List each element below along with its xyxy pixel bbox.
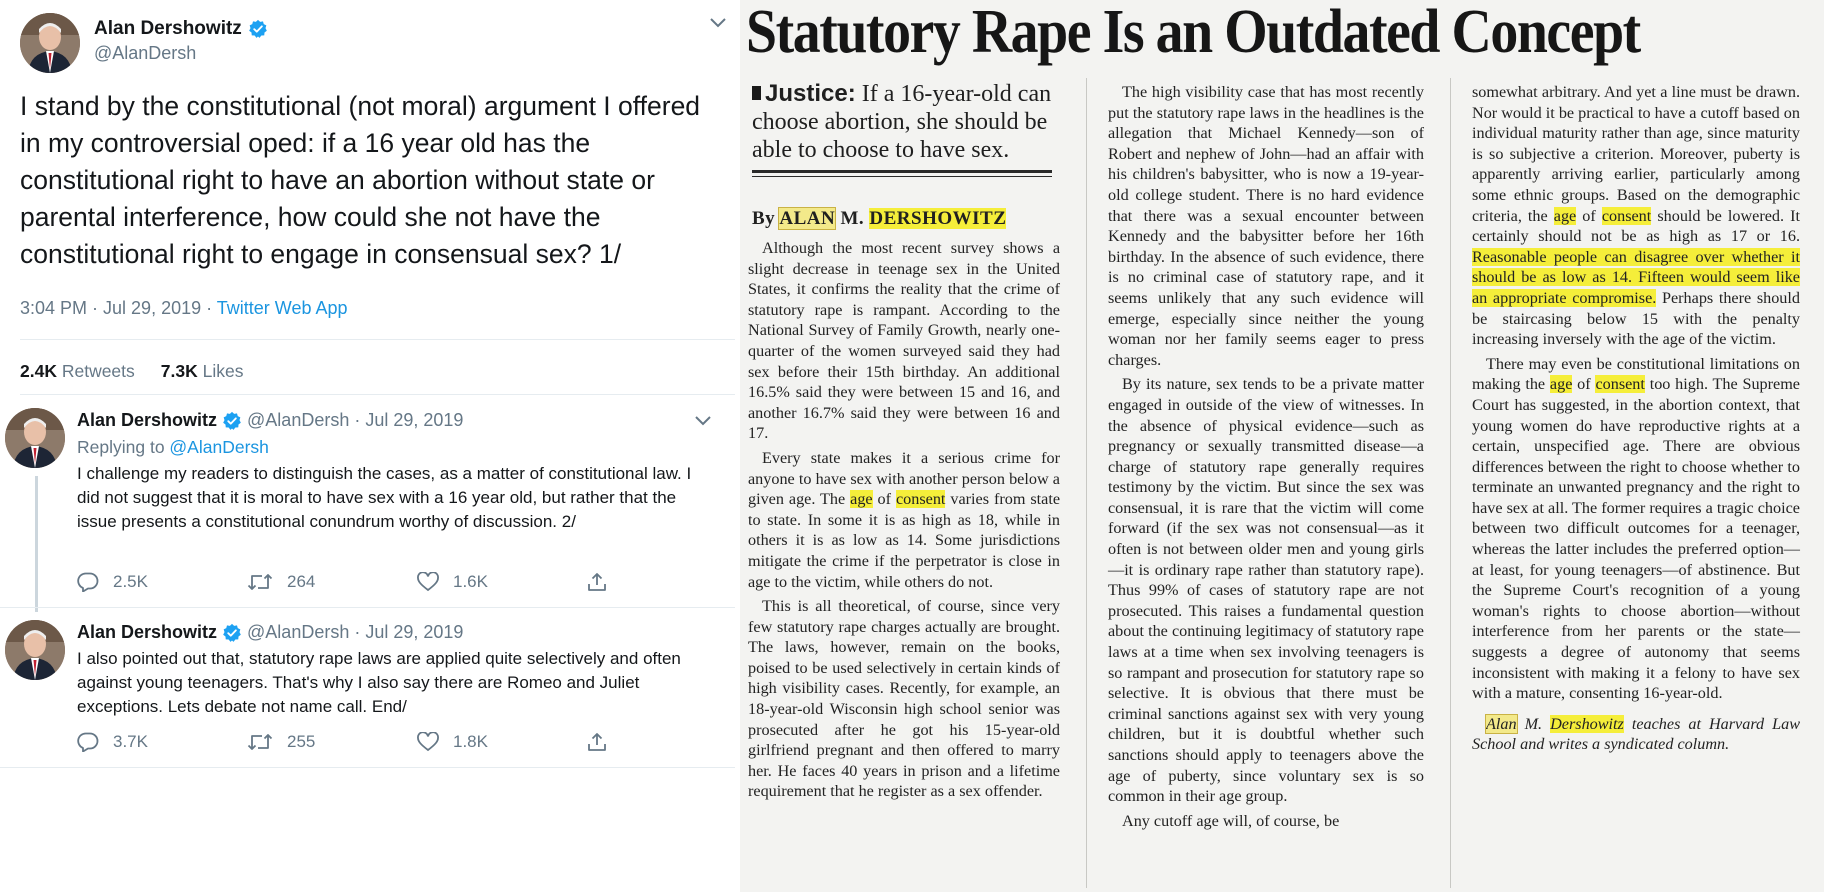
twitter-thread xyxy=(0,0,735,892)
paragraph: By its nature, sex tends to be a private matter engaged in outside of the view of witnesses. In the absence of physical evidence—such as pregnancy or sexually transmitted disease—a charge of statutory rape generally requires testimony by the victim. But since the sex was consensual, it is rare that the victim will come forward (if the sex was not consensual—as it often is not between older men and young girls—it is ordinary rape rather than statutory rape). Thus 99% of cases of statutory rape are not prosecuted. This raises a fundamental question about the continuing legitimacy of statutory rape laws at a time when sex involving teenagers is so rampant and prosecution for statutory rape so selective. It is obvious that there must be criminal sanctions against sex with very young children, but it is doubtful whether such sanctions should apply to teenagers above the age of puberty, since voluntary sex is so common in their age group. xyxy=(1108,375,1424,806)
article-byline xyxy=(752,208,1006,230)
text-run: too high. The Supreme Court has suggested, in the abortion context, that young women do have reproductive rights at a certain, unspecified age. There are obvious differences between the right to choose whether to terminate an unwanted pregnancy and the right to have sex at all. The former requires a tragic choice between two difficult outcomes for a teenager, whereas the latter includes the preferred option—at least, for young teenagers—of abstinence. But the Supreme Court's recognition of a young woman's rights to choose abortion—without interference from her parents or the state—suggests a degree of autonomy that seems inconsistent with making it a felony to have sex with a mature, consenting 16-year-old. xyxy=(1472,375,1800,703)
retweet-count: 255 xyxy=(287,732,316,751)
byline-prefix: By xyxy=(752,208,780,229)
highlight-age: age xyxy=(850,490,873,509)
verified-badge-icon xyxy=(248,19,268,39)
deck-label: Justice: xyxy=(765,80,856,107)
like-count-value: 7.3K xyxy=(160,361,198,381)
column-divider xyxy=(1450,78,1451,888)
byline-last-name: DERSHOWITZ xyxy=(869,208,1007,229)
heart-icon xyxy=(417,732,439,752)
retweet-count: 264 xyxy=(287,572,316,591)
article-headline: Statutory Rape Is an Outdated Concept xyxy=(746,0,1640,66)
author-name-text[interactable]: Alan Dershowitz xyxy=(94,18,242,39)
avatar[interactable] xyxy=(20,13,80,73)
tweet-stats xyxy=(20,361,243,382)
column-divider xyxy=(1086,78,1087,888)
highlighted-passage: Reasonable people can disagree over whether it should be as low as 14. Fifteen would seem like an appropriate compromise. xyxy=(1472,247,1800,307)
article-column-2 xyxy=(1108,82,1424,835)
divider xyxy=(20,339,735,340)
like-count: 1.6K xyxy=(453,572,488,591)
tweet-actions xyxy=(77,572,757,592)
deck-rule-thin xyxy=(752,176,1052,177)
article-column-1 xyxy=(748,238,1060,806)
text-run: Perhaps there should be staircasing below 15 with the penalty increasing inversely with the age of the victim. xyxy=(1472,288,1800,349)
highlight-consent: consent xyxy=(895,490,946,509)
article-column-3 xyxy=(1472,82,1800,759)
replying-to xyxy=(77,437,269,458)
divider xyxy=(0,767,735,768)
like-button[interactable] xyxy=(417,732,587,752)
heart-icon xyxy=(417,572,439,592)
tweet-source-link[interactable]: Twitter Web App xyxy=(216,298,348,318)
retweet-count-value: 2.4K xyxy=(20,361,57,381)
reply-button[interactable] xyxy=(77,732,247,752)
paragraph xyxy=(1472,82,1800,350)
tweet-menu-chevron-down-icon[interactable] xyxy=(710,18,726,28)
verified-badge-icon xyxy=(222,623,242,643)
share-button[interactable] xyxy=(587,572,757,592)
deck-text: If a 16-year-old can choose abortion, she should be able to choose to have sex. xyxy=(752,81,1052,163)
like-button[interactable] xyxy=(417,572,587,592)
divider xyxy=(20,394,735,395)
bullet-square-icon xyxy=(752,86,761,100)
retweet-button[interactable] xyxy=(247,732,417,752)
reply-icon xyxy=(77,572,99,592)
reply-handle-date[interactable]: @AlanDersh · Jul 29, 2019 xyxy=(247,622,464,642)
tweet-text: I stand by the constitutional (not moral) argument I offered in my controversial oped: if a 16 year old has the constitutional right to have an abortion without state or parental interference, how could she not have the constitutional right to engage in consensual sex? 1/ xyxy=(20,91,701,269)
reply-count: 3.7K xyxy=(113,732,148,751)
reply-text: I challenge my readers to distinguish the cases, as a matter of constitutional law. I did not suggest that it is moral to have sex with a 16 year old, but rather that the issue presents a constitutional conundrum worthy of discussion. 2/ xyxy=(77,464,692,531)
reply-text: I also pointed out that, statutory rape laws are applied quite selectively and often against young teenagers. That's why I also say there are Romeo and Juliet exceptions. Lets debate not name call. End/ xyxy=(77,649,681,716)
reply-icon xyxy=(77,732,99,752)
like-count[interactable] xyxy=(161,361,244,382)
replying-to-link[interactable]: @AlanDersh xyxy=(169,437,269,457)
author-name[interactable] xyxy=(94,18,268,40)
retweet-count[interactable] xyxy=(20,361,135,382)
bio-last-name: Dershowitz xyxy=(1550,714,1624,733)
thread-connector xyxy=(35,476,38,612)
tweet-menu-chevron-down-icon[interactable] xyxy=(695,416,711,426)
like-count: 1.8K xyxy=(453,732,488,751)
tweet-actions xyxy=(77,732,757,752)
highlight-age: age xyxy=(1549,375,1573,394)
bio-first-name: Alan xyxy=(1486,714,1517,733)
article-deck xyxy=(752,80,1072,164)
replying-to-label: Replying to xyxy=(77,437,170,457)
author-bio xyxy=(1472,714,1800,755)
text-run: Every state makes it a serious crime for anyone to have sex with another person below a given age. The xyxy=(748,448,1060,509)
text-run: M. xyxy=(1516,714,1551,733)
paragraph: Any cutoff age will, of course, be xyxy=(1122,811,1340,830)
avatar-image-icon xyxy=(5,408,65,468)
reply-author[interactable] xyxy=(77,622,463,643)
text-run: somewhat arbitrary. And yet a line must be drawn. Nor would it be practical to have a cutoff based on individual maturity rather than age, since maturity is so subjective a criterion. Moreover, puberty is apparently arriving earlier, particularly among some ethnic groups. Based on the demographic criteria, the xyxy=(1472,83,1800,225)
highlight-age: age xyxy=(1553,206,1577,225)
deck-rule xyxy=(752,170,1052,173)
text-run: of xyxy=(1572,375,1596,394)
like-count-label: Likes xyxy=(197,361,244,381)
highlight-consent: consent xyxy=(1595,375,1645,394)
avatar[interactable] xyxy=(5,620,65,680)
highlight-consent: consent xyxy=(1601,206,1652,225)
share-button[interactable] xyxy=(587,732,757,752)
text-run: varies from state to state. In some it is as high as 18, while in others it is as low as 14. Some jurisdictions mitigate the crime if the perpetrator is close in age to the victim, while others do not. xyxy=(748,490,1061,591)
divider xyxy=(0,607,735,608)
share-icon xyxy=(587,732,607,752)
reply-button[interactable] xyxy=(77,572,247,592)
retweet-icon xyxy=(247,732,273,752)
reply-author[interactable] xyxy=(77,410,463,431)
reply-count: 2.5K xyxy=(113,572,148,591)
byline-middle: M. xyxy=(835,208,870,229)
retweet-button[interactable] xyxy=(247,572,417,592)
avatar-image-icon xyxy=(20,13,80,73)
retweet-count-label: Retweets xyxy=(56,361,135,381)
text-run: teaches at Harvard Law School and writes a syndicated column. xyxy=(1472,714,1800,754)
newspaper-clipping xyxy=(740,0,1824,892)
avatar-image-icon xyxy=(5,620,65,680)
text-run: of xyxy=(872,490,896,509)
tweet-time[interactable]: 3:04 PM · Jul 29, 2019 · xyxy=(20,298,217,318)
reply-author-name[interactable]: Alan Dershowitz xyxy=(77,410,218,430)
paragraph xyxy=(748,448,1060,592)
verified-badge-icon xyxy=(222,411,242,431)
paragraph: The high visibility case that has most recently put the statutory rape laws in the headlines is the allegation that Michael Kennedy—son of Robert and nephew of John—had an affair with his children's babysitter, who is now a 19-year-old college student. There is no hard evidence that there was a sexual encounter between Kennedy and the babysitter before her 16th birthday. In the absence of such evidence, there is no criminal case of statutory rape, and it seems unlikely that any such evidence will emerge, especially since neither the young woman nor her family seems eager to press charges. xyxy=(1108,83,1424,369)
byline-first-name: ALAN xyxy=(779,208,836,229)
reply-handle-date[interactable]: @AlanDersh · Jul 29, 2019 xyxy=(247,410,464,430)
tweet-timestamp xyxy=(20,298,348,319)
author-handle[interactable]: @AlanDersh xyxy=(94,43,197,63)
text-run: should be lowered. It certainly should not be as high as 17 or 16. xyxy=(1472,206,1801,246)
paragraph: Although the most recent survey shows a slight decrease in teenage sex in the United States, it confirms the reality that the crime of statutory rape is rampant. According to the National Survey of Family Growth, nearly one-quarter of the women surveyed said they had sex before their 15th birthday. An additional 16.5% said they were between 15 and 16, and another 16.7% said they were between 16 and 17. xyxy=(748,239,1060,443)
paragraph: This is all theoretical, of course, since very few statutory rape charges actually are brought. The laws, however, remain on the books, poised to be used selectively in certain kinds of high visibility cases. Recently, for example, an 18-year-old Wisconsin high school senior was prosecuted after he got his 15-year-old girlfriend pregnant and then offered to marry her. He faces 40 years in prison and a lifetime requirement that he register as a sex offender. xyxy=(748,597,1060,801)
text-run: of xyxy=(1576,206,1602,225)
retweet-icon xyxy=(247,572,273,592)
text-run: There may even be constitutional limitations on making the xyxy=(1472,354,1800,394)
share-icon xyxy=(587,572,607,592)
paragraph xyxy=(1472,354,1800,704)
reply-author-name[interactable]: Alan Dershowitz xyxy=(77,622,218,642)
avatar[interactable] xyxy=(5,408,65,468)
